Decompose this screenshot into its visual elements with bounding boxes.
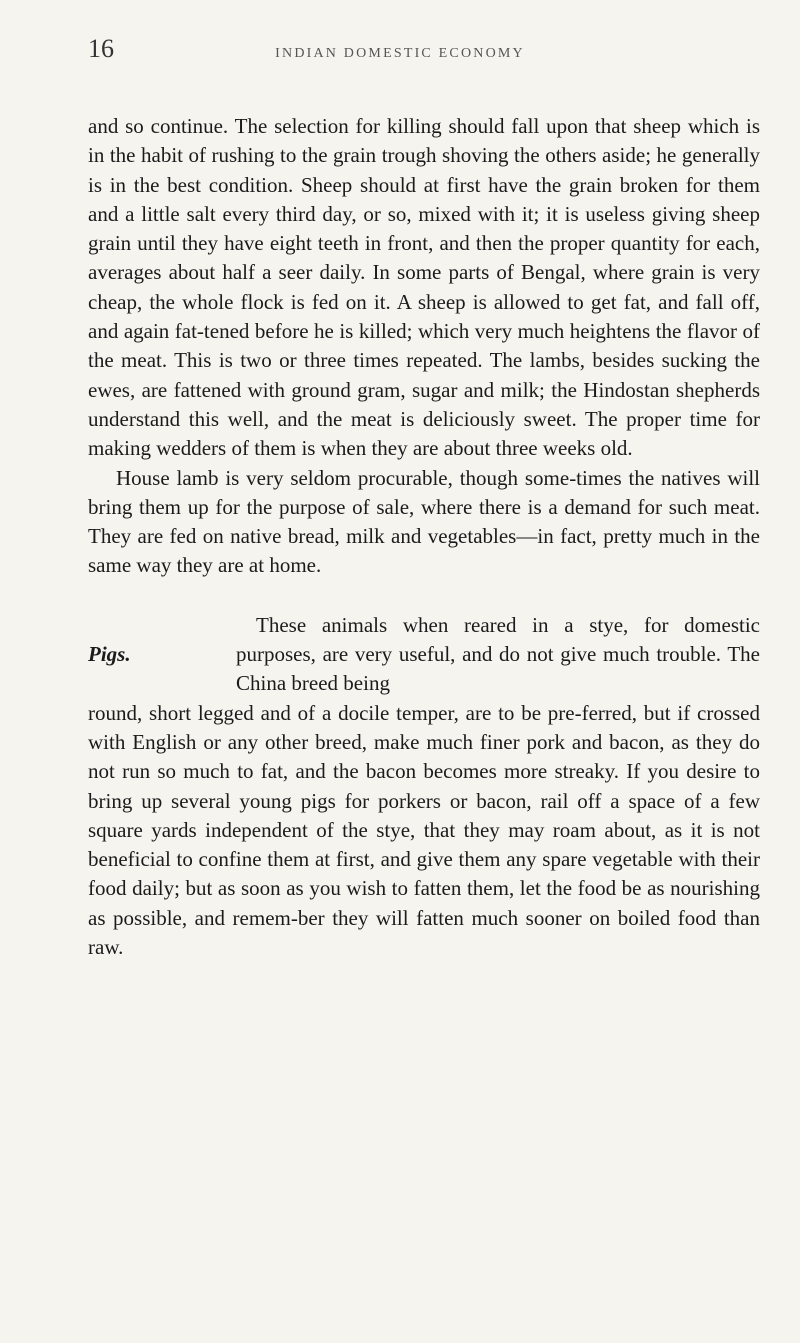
paragraph-pigs-rest: round, short legged and of a docile temper, are to be pre-ferred, but if crossed with English or any other breed, make much finer pork and bacon, as they do not run so much to fat, and the bacon becomes more streaky. If you desire to bring up several young pigs for porkers or bacon, rail off a space of a few square yards independent of the stye, that they may roam about, as it is not beneficial to confine them at first, and give them any spare vegetable with their food daily; but as soon as you wish to fatten them, let the food be as nourishing as possible, and remem-ber they will fatten much sooner on boiled food than raw. <box>88 700 760 960</box>
section-spacer <box>88 581 760 611</box>
side-note-pigs: Pigs. <box>88 641 131 666</box>
page-number: 16 <box>88 34 114 63</box>
body-text <box>88 112 760 962</box>
paragraph-house-lamb: House lamb is very seldom procurable, though some-times the natives will bring them up for the purpose of sale, where there is a demand for such meat. They are fed on native bread, milk and vegetables—in fact, pretty much in the same way they are at home. <box>88 465 760 578</box>
paragraph-pigs-lead: These animals when reared in a stye, for domestic purposes, are very useful, and do not give much trouble. The China breed being <box>236 612 760 696</box>
running-head: INDIAN DOMESTIC ECONOMY <box>275 46 525 61</box>
paragraph-sheep: and so continue. The selection for killing should fall upon that sheep which is in the habit of rushing to the grain trough shoving the others aside; he generally is in the best condition. Sheep should at first have the grain broken for them and a little salt every third day, or so, mixed with it; it is useless giving sheep grain until they have eight teeth in front, and then the proper quantity for each, averages about half a seer daily. In some parts of Bengal, where grain is very cheap, the whole flock is fed on it. A sheep is allowed to get fat, and fall off, and again fat-tened before he is killed; which very much heightens the flavor of the meat. This is two or three times repeated. The lambs, besides sucking the ewes, are fattened with ground gram, sugar and milk; the Hindostan shepherds understand this well, and the meat is deliciously sweet. The proper time for making wedders of them is when they are about three weeks old. <box>88 114 760 461</box>
section-pigs <box>88 611 760 963</box>
